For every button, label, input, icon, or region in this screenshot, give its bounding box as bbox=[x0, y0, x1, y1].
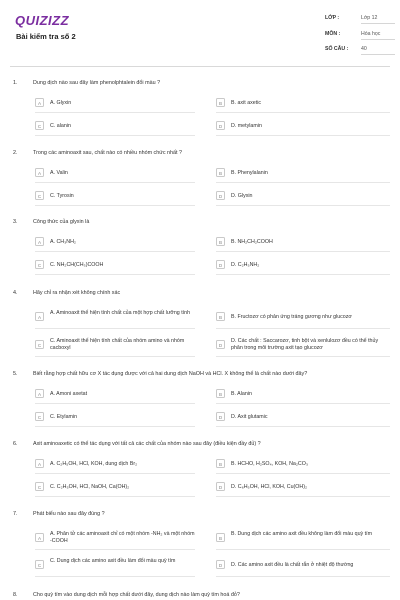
question-text: Hãy chỉ ra nhận xét không chính xác bbox=[33, 290, 121, 296]
option-c[interactable] bbox=[35, 482, 195, 497]
option-letter: D bbox=[216, 191, 225, 200]
option-text: D. metylamin bbox=[231, 122, 262, 129]
option-text: C. C₂H₅OH, HCl, NaOH, Ca(OH)₂ bbox=[50, 483, 130, 490]
option-a[interactable] bbox=[35, 168, 195, 183]
option-text: B. Dung dịch các amino axit đều không làm đổi màu quỳ tím bbox=[231, 530, 373, 537]
option-letter: B bbox=[216, 312, 225, 321]
option-d[interactable] bbox=[216, 191, 390, 206]
question-text: Dung dịch nào sau đây làm phenolphtalein đổi màu ? bbox=[33, 80, 161, 86]
option-a[interactable] bbox=[35, 308, 195, 329]
option-text: D. Các chất : Saccarozơ, tinh bột và xenlulozơ đều có thể thủy phân trong môi trường axit tạo glucozơ bbox=[231, 337, 379, 351]
option-text: A. CH₃NH₂ bbox=[50, 238, 76, 245]
option-b[interactable] bbox=[216, 98, 390, 113]
option-letter: A bbox=[35, 533, 44, 542]
option-letter: B bbox=[216, 389, 225, 398]
option-d[interactable] bbox=[216, 121, 390, 136]
header-divider bbox=[10, 66, 390, 67]
option-text: C. alanin bbox=[50, 122, 71, 129]
option-text: B. HCHO, H₂SO₄, KOH, Na₂CO₃ bbox=[231, 460, 309, 467]
option-text: B. Phenylalanin bbox=[231, 169, 268, 176]
option-letter: C bbox=[35, 191, 44, 200]
meta-label: LỚP : bbox=[325, 15, 340, 21]
option-text: D. Các amino axit đều là chất rắn ở nhiệt độ thường bbox=[231, 562, 354, 568]
option-d[interactable] bbox=[216, 260, 390, 275]
option-letter: D bbox=[216, 340, 225, 349]
option-text: B. axit axetic bbox=[231, 99, 262, 106]
option-c[interactable] bbox=[35, 336, 195, 357]
option-letter: B bbox=[216, 98, 225, 107]
option-text: C. NH₂CH(CH₃)COOH bbox=[50, 261, 104, 268]
question-number: 5. bbox=[13, 371, 18, 377]
option-c[interactable] bbox=[35, 191, 195, 206]
option-letter: C bbox=[35, 412, 44, 421]
option-a[interactable] bbox=[35, 237, 195, 252]
option-b[interactable] bbox=[216, 459, 390, 474]
option-letter: C bbox=[35, 560, 44, 569]
option-text: D. Glyxin bbox=[231, 192, 253, 199]
option-b[interactable] bbox=[216, 389, 390, 404]
meta-value: Hóa học bbox=[361, 31, 395, 40]
option-letter: B bbox=[216, 533, 225, 542]
option-b[interactable] bbox=[216, 308, 390, 329]
option-text: A. Phân tử các aminoaxit chỉ có một nhóm -NH₂ và một nhóm -COOH bbox=[50, 530, 195, 544]
option-c[interactable] bbox=[35, 260, 195, 275]
option-d[interactable] bbox=[216, 412, 390, 427]
option-letter: C bbox=[35, 260, 44, 269]
option-b[interactable] bbox=[216, 168, 390, 183]
question-text: Phát biểu nào sau đây đúng ? bbox=[33, 511, 105, 517]
quiz-header bbox=[0, 0, 400, 60]
question-text: Cho quỳ tím vào dung dịch mỗi hợp chất dưới đây, dung dịch nào làm quỳ tím hoá đỏ? bbox=[33, 592, 240, 598]
option-a[interactable] bbox=[35, 459, 195, 474]
meta-label: SỐ CÂU : bbox=[325, 46, 349, 52]
option-b[interactable] bbox=[216, 237, 390, 252]
question-number: 8. bbox=[13, 592, 18, 598]
quizizz-logo: QUIZIZZ bbox=[15, 13, 70, 28]
option-text: B. Fructozơ có phản ứng tráng gương như glucozơ bbox=[231, 314, 352, 320]
option-a[interactable] bbox=[35, 529, 195, 550]
option-text: A. Valin bbox=[50, 169, 68, 176]
question-number: 3. bbox=[13, 219, 18, 225]
meta-value: 40 bbox=[361, 46, 395, 55]
option-text: D. C₆H₅OH, HCl, KOH, Cu(OH)₂ bbox=[231, 483, 308, 490]
option-letter: D bbox=[216, 560, 225, 569]
question-text: Axit aminoaxetic có thể tác dụng với tất cả các chất của nhóm nào sau đây (điều kiện đầy đủ) ? bbox=[33, 441, 261, 447]
option-letter: B bbox=[216, 237, 225, 246]
option-letter: D bbox=[216, 482, 225, 491]
question-text: Công thức của glyxin là bbox=[33, 219, 90, 225]
option-b[interactable] bbox=[216, 529, 390, 550]
option-letter: D bbox=[216, 121, 225, 130]
option-letter: C bbox=[35, 121, 44, 130]
option-d[interactable] bbox=[216, 336, 390, 357]
option-text: C. Aminoaxit thể hiện tính chất của nhóm amino và nhóm cacboxyl bbox=[50, 337, 185, 351]
option-text: A. Aminoaxit thể hiện tính chất của một hợp chất lưỡng tính bbox=[50, 309, 191, 316]
option-c[interactable] bbox=[35, 121, 195, 136]
question-text: Biết rằng hợp chất hữu cơ X tác dụng được với cả hai dung dịch NaOH và HCl. X không thể là chất nào dưới đây? bbox=[33, 371, 308, 377]
option-letter: A bbox=[35, 312, 44, 321]
option-c[interactable] bbox=[35, 412, 195, 427]
option-letter: C bbox=[35, 340, 44, 349]
meta-label: MÔN : bbox=[325, 31, 341, 37]
question-text: Trong các aminoaxit sau, chất nào có nhiều nhóm chức nhất ? bbox=[33, 150, 183, 156]
option-text: A. Glyxin bbox=[50, 99, 72, 106]
option-a[interactable] bbox=[35, 98, 195, 113]
option-text: B. Alanin bbox=[231, 390, 252, 397]
question-number: 4. bbox=[13, 290, 18, 296]
quiz-title: Bài kiểm tra số 2 bbox=[16, 32, 76, 41]
option-text: C. Etylamin bbox=[50, 413, 78, 420]
option-text: A. Amoni axetat bbox=[50, 390, 88, 397]
option-text: A. C₂H₅OH, HCl, KOH, dung dịch Br₂ bbox=[50, 460, 138, 467]
option-letter: B bbox=[216, 168, 225, 177]
question-number: 2. bbox=[13, 150, 18, 156]
option-text: C. Dung dịch các amino axit đều làm đổi màu quỳ tím bbox=[50, 557, 176, 564]
option-text: D. Axit glutamic bbox=[231, 413, 268, 420]
question-number: 1. bbox=[13, 80, 18, 86]
option-d[interactable] bbox=[216, 482, 390, 497]
option-letter: A bbox=[35, 389, 44, 398]
option-c[interactable] bbox=[35, 556, 195, 577]
option-letter: C bbox=[35, 482, 44, 491]
option-text: C. Tyrosin bbox=[50, 192, 74, 199]
option-letter: A bbox=[35, 98, 44, 107]
option-d[interactable] bbox=[216, 556, 390, 577]
option-letter: D bbox=[216, 260, 225, 269]
option-letter: A bbox=[35, 168, 44, 177]
option-letter: A bbox=[35, 459, 44, 468]
option-letter: A bbox=[35, 237, 44, 246]
question-number: 7. bbox=[13, 511, 18, 517]
question-number: 6. bbox=[13, 441, 18, 447]
option-a[interactable] bbox=[35, 389, 195, 404]
option-text: D. C₂H₅NH₂ bbox=[231, 261, 260, 268]
option-text: B. NH₂CH₂COOH bbox=[231, 238, 273, 245]
option-letter: D bbox=[216, 412, 225, 421]
option-letter: B bbox=[216, 459, 225, 468]
meta-value: Lớp 12 bbox=[361, 15, 395, 24]
